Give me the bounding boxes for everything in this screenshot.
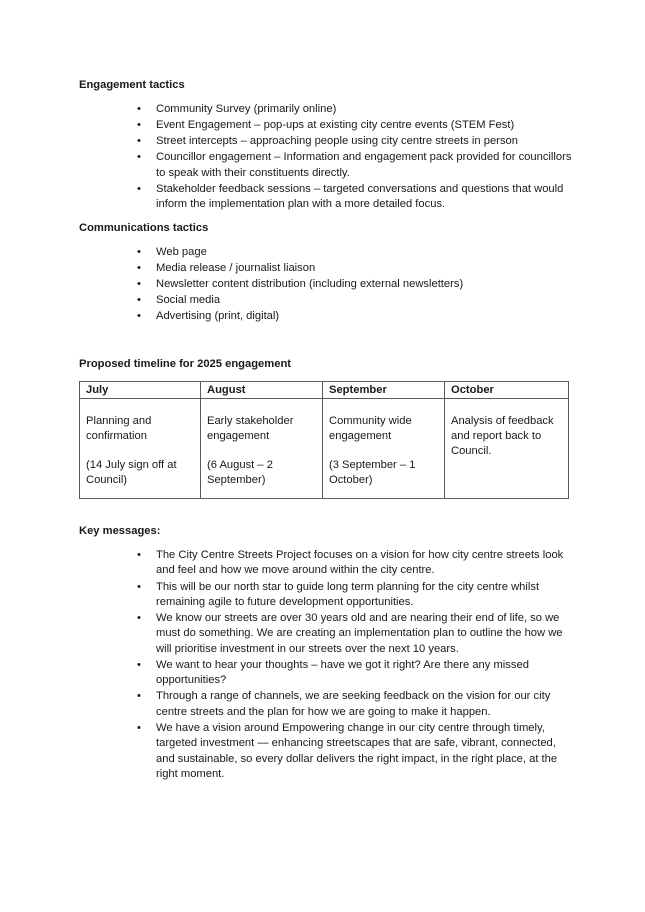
engagement-tactics-heading: Engagement tactics	[79, 79, 185, 91]
list-item: • The City Centre Streets Project focuses on a vision for how city centre streets look and feel and how we move around within the city centre.	[156, 548, 576, 579]
list-item: • Event Engagement – pop-ups at existing city centre events (STEM Fest)	[156, 118, 576, 133]
timeline-month-header: October	[445, 382, 569, 399]
key-messages-heading: Key messages:	[79, 525, 161, 537]
timeline-month-header: August	[201, 382, 323, 399]
timeline-activity: Community wide engagement	[329, 415, 412, 442]
timeline-cell	[323, 399, 445, 499]
list-item: • Councillor engagement – Information and engagement pack provided for councillors to speak with their constituents directly.	[156, 150, 576, 181]
timeline-heading: Proposed timeline for 2025 engagement	[79, 358, 291, 370]
timeline-month-header: September	[323, 382, 445, 399]
timeline-table	[79, 381, 569, 499]
cell-spacer	[207, 444, 316, 458]
timeline-header-row	[80, 382, 569, 399]
timeline-activity: Analysis of feedback and report back to Council.	[451, 415, 554, 457]
timeline-activity: Planning and confirmation	[86, 415, 152, 442]
list-item: • Stakeholder feedback sessions – targeted conversations and questions that would inform the implementation plan with a more detailed focus.	[156, 182, 576, 213]
engagement-tactics-list	[156, 102, 576, 213]
timeline-activity: Early stakeholder engagement	[207, 415, 294, 442]
list-item: • We have a vision around Empowering change in our city centre through timely, targeted investment — enhancing streetscapes that are safe, vibrant, connected, and sustainable, so every dollar delivers the right impact, in the right place, at the right moment.	[156, 721, 576, 783]
list-item: • Media release / journalist liaison	[156, 261, 576, 276]
cell-spacer	[329, 444, 438, 458]
list-item: • Web page	[156, 245, 576, 260]
list-item: • Through a range of channels, we are seeking feedback on the vision for our city centre streets and the plan for how we are going to make it happen.	[156, 689, 576, 720]
timeline-month-header: July	[80, 382, 201, 399]
communications-tactics-heading: Communications tactics	[79, 222, 209, 234]
timeline-row	[80, 399, 569, 499]
list-item: • Street intercepts – approaching people using city centre streets in person	[156, 134, 576, 149]
cell-spacer	[86, 444, 194, 458]
list-item: • Newsletter content distribution (including external newsletters)	[156, 277, 576, 292]
list-item: • This will be our north star to guide long term planning for the city centre whilst remaining agile to future development opportunities.	[156, 580, 576, 611]
list-item: • We want to hear your thoughts – have we got it right? Are there any missed opportunities?	[156, 658, 576, 689]
timeline-cell	[201, 399, 323, 499]
timeline-cell	[80, 399, 201, 499]
list-item: • Advertising (print, digital)	[156, 309, 576, 324]
timeline-dates: (6 August – 2 September)	[207, 459, 273, 486]
timeline-dates: (3 September – 1 October)	[329, 459, 416, 486]
list-item: • Community Survey (primarily online)	[156, 102, 576, 117]
key-messages-list	[156, 548, 576, 783]
communications-tactics-list	[156, 245, 576, 325]
list-item: • We know our streets are over 30 years old and are nearing their end of life, so we must do something. We are creating an implementation plan to outline the how we will prioritise investment in our streets over the next 10 years.	[156, 611, 576, 657]
list-item: • Social media	[156, 293, 576, 308]
timeline-dates: (14 July sign off at Council)	[86, 459, 177, 486]
timeline-cell	[445, 399, 569, 499]
